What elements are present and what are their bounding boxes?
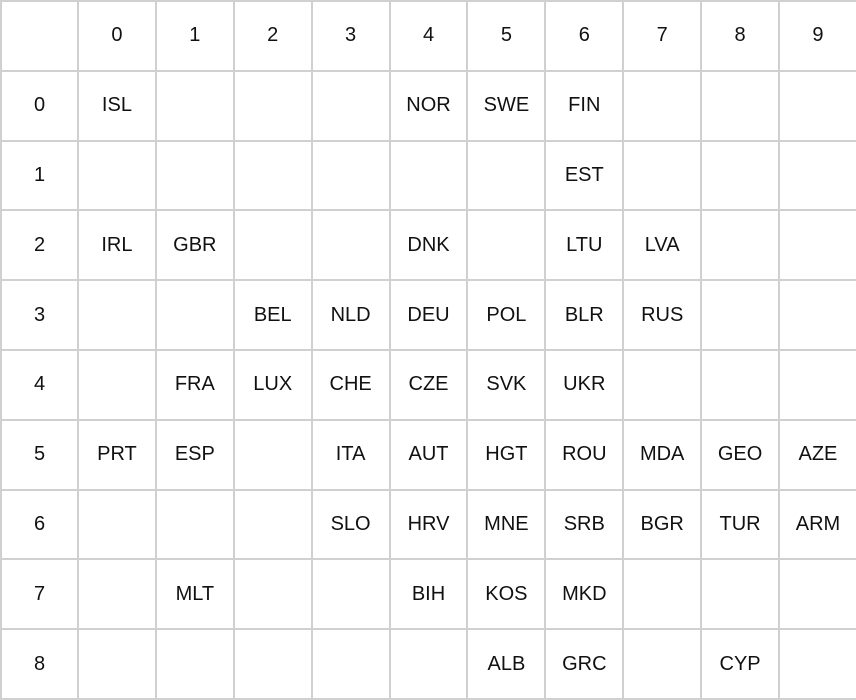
row-header-8: 8 [1, 629, 78, 699]
grid-cell [779, 280, 856, 350]
grid-cell: CYP [701, 629, 779, 699]
grid-cell: MKD [545, 559, 623, 629]
grid-cell [234, 490, 312, 560]
grid-cell: DNK [390, 210, 468, 280]
grid-cell [779, 350, 856, 420]
grid-cell [156, 141, 234, 211]
grid-cell: LUX [234, 350, 312, 420]
grid-cell: RUS [623, 280, 701, 350]
grid-cell [390, 141, 468, 211]
grid-cell [467, 141, 545, 211]
column-header-9: 9 [779, 1, 856, 71]
grid-cell [701, 350, 779, 420]
grid-cell [701, 210, 779, 280]
grid-cell: DEU [390, 280, 468, 350]
grid-row-1 [1, 141, 856, 211]
grid-cell [312, 210, 390, 280]
row-header-0: 0 [1, 71, 78, 141]
grid-cell [701, 280, 779, 350]
row-header-6: 6 [1, 490, 78, 560]
column-header-5: 5 [467, 1, 545, 71]
grid-cell [234, 210, 312, 280]
grid-cell: ALB [467, 629, 545, 699]
grid-cell [78, 141, 156, 211]
grid-cell: UKR [545, 350, 623, 420]
grid-cell: FRA [156, 350, 234, 420]
grid-cell: ROU [545, 420, 623, 490]
grid-cell: ISL [78, 71, 156, 141]
corner-cell [1, 1, 78, 71]
grid-row-6 [1, 490, 856, 560]
grid-cell [156, 490, 234, 560]
row-header-2: 2 [1, 210, 78, 280]
grid-cell: GEO [701, 420, 779, 490]
grid-cell: CZE [390, 350, 468, 420]
grid-cell [234, 420, 312, 490]
grid-cell [234, 141, 312, 211]
grid-cell: EST [545, 141, 623, 211]
grid-cell: BEL [234, 280, 312, 350]
grid-cell [78, 629, 156, 699]
grid-cell [467, 210, 545, 280]
grid-cell [234, 71, 312, 141]
grid-cell: FIN [545, 71, 623, 141]
grid-cell [234, 629, 312, 699]
grid-cell [701, 71, 779, 141]
grid-cell: ITA [312, 420, 390, 490]
grid-cell: GBR [156, 210, 234, 280]
grid-cell: HRV [390, 490, 468, 560]
grid-cell [156, 71, 234, 141]
grid-row-7 [1, 559, 856, 629]
grid-cell [779, 210, 856, 280]
grid-cell [390, 629, 468, 699]
grid-cell [156, 629, 234, 699]
grid-cell: NOR [390, 71, 468, 141]
column-header-3: 3 [312, 1, 390, 71]
grid-cell: KOS [467, 559, 545, 629]
grid-cell: MLT [156, 559, 234, 629]
grid-row-3 [1, 280, 856, 350]
grid-cell: ESP [156, 420, 234, 490]
grid-cell [623, 559, 701, 629]
grid-cell [78, 490, 156, 560]
grid-row-8 [1, 629, 856, 699]
grid-cell [234, 559, 312, 629]
grid-cell [78, 350, 156, 420]
row-header-1: 1 [1, 141, 78, 211]
grid-cell [78, 280, 156, 350]
row-header-7: 7 [1, 559, 78, 629]
grid-cell: MNE [467, 490, 545, 560]
grid-cell: SRB [545, 490, 623, 560]
grid-cell [623, 71, 701, 141]
grid-cell: ARM [779, 490, 856, 560]
grid-row-5 [1, 420, 856, 490]
grid-cell: LVA [623, 210, 701, 280]
row-header-5: 5 [1, 420, 78, 490]
grid-cell: BLR [545, 280, 623, 350]
grid-cell: POL [467, 280, 545, 350]
grid-cell: MDA [623, 420, 701, 490]
grid-cell: CHE [312, 350, 390, 420]
grid-cell [623, 141, 701, 211]
column-header-2: 2 [234, 1, 312, 71]
grid-cell [312, 629, 390, 699]
grid-row-0 [1, 71, 856, 141]
grid-cell: LTU [545, 210, 623, 280]
grid-cell: PRT [78, 420, 156, 490]
grid-cell [779, 559, 856, 629]
column-header-7: 7 [623, 1, 701, 71]
grid-cell [312, 141, 390, 211]
grid-cell [779, 71, 856, 141]
grid-cell: NLD [312, 280, 390, 350]
column-header-0: 0 [78, 1, 156, 71]
grid-cell [779, 629, 856, 699]
grid-body [1, 1, 856, 699]
grid-cell [312, 71, 390, 141]
grid-cell: BIH [390, 559, 468, 629]
grid-cell [623, 629, 701, 699]
column-header-8: 8 [701, 1, 779, 71]
grid-row-4 [1, 350, 856, 420]
grid-cell [78, 559, 156, 629]
grid-cell: SLO [312, 490, 390, 560]
column-header-4: 4 [390, 1, 468, 71]
row-header-3: 3 [1, 280, 78, 350]
grid-cell: BGR [623, 490, 701, 560]
grid-cell: AUT [390, 420, 468, 490]
grid-cell: TUR [701, 490, 779, 560]
grid-cell: HGT [467, 420, 545, 490]
grid-cell: GRC [545, 629, 623, 699]
column-header-1: 1 [156, 1, 234, 71]
column-header-row [1, 1, 856, 71]
grid-cell: SVK [467, 350, 545, 420]
grid-cell [701, 141, 779, 211]
grid-cell: IRL [78, 210, 156, 280]
grid-row-2 [1, 210, 856, 280]
grid-cell [779, 141, 856, 211]
grid-cell [701, 559, 779, 629]
column-header-6: 6 [545, 1, 623, 71]
grid-cell [623, 350, 701, 420]
grid-cell [312, 559, 390, 629]
grid-cell: SWE [467, 71, 545, 141]
row-header-4: 4 [1, 350, 78, 420]
grid-cell: AZE [779, 420, 856, 490]
grid-cell [156, 280, 234, 350]
